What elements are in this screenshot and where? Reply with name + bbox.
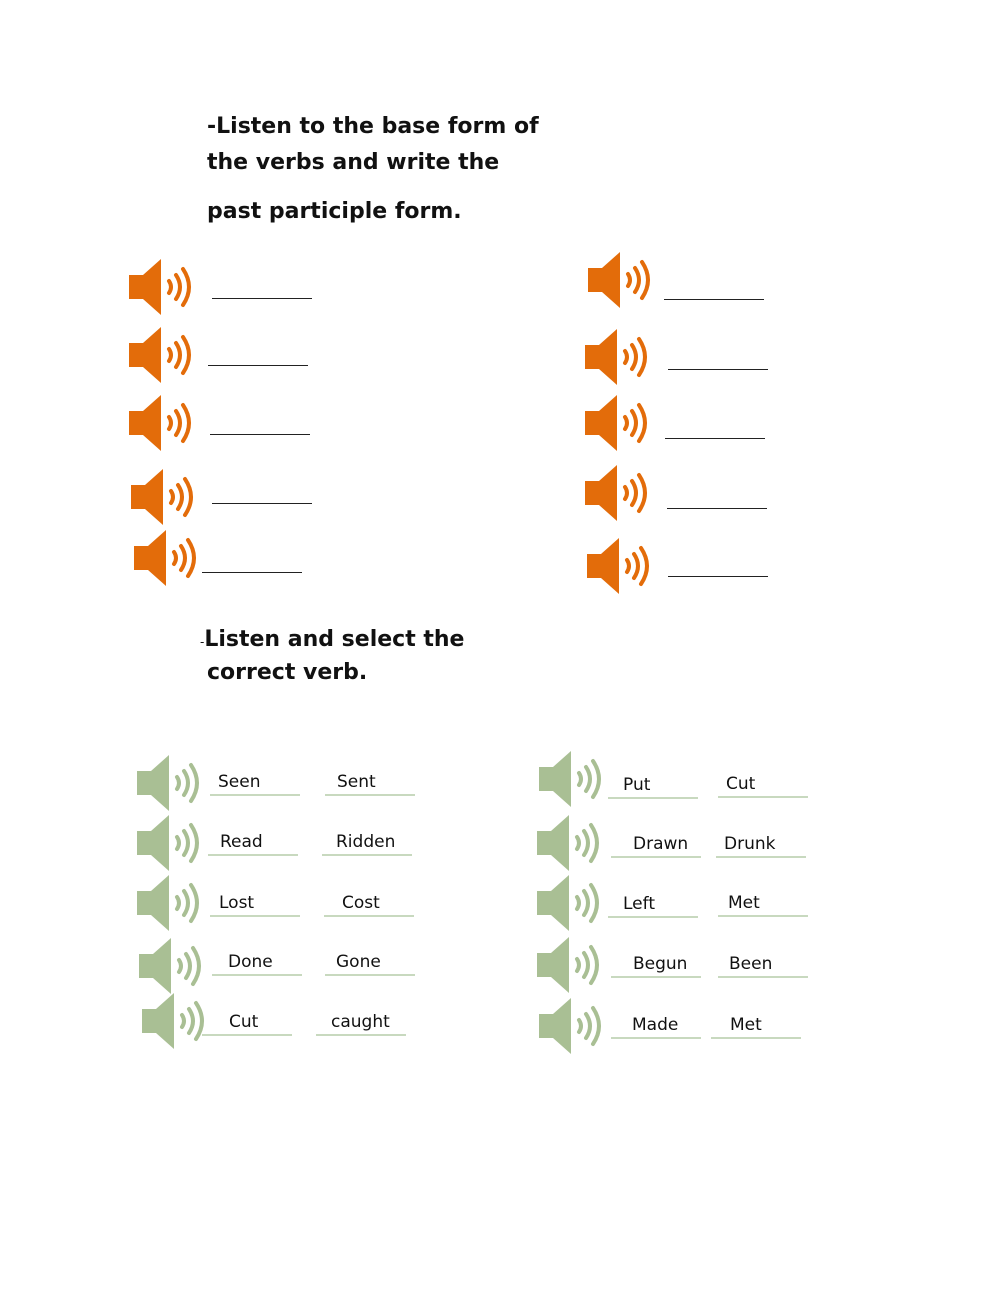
verb-option-label: Begun [633, 954, 688, 974]
speaker-icon[interactable] [135, 812, 205, 874]
instruction-line-2: the verbs and write the [207, 150, 500, 175]
answer-blank-right-5[interactable] [668, 554, 768, 577]
verb-option-left-4-a[interactable] [212, 948, 302, 976]
verb-option-label: Been [729, 954, 773, 974]
speaker-icon[interactable] [586, 249, 656, 311]
verb-option-left-3-a[interactable] [210, 889, 300, 917]
verb-option-left-1-b[interactable] [325, 768, 415, 796]
answer-blank-left-5[interactable] [202, 550, 302, 573]
verb-option-left-5-b[interactable] [316, 1008, 406, 1036]
speaker-icon[interactable] [583, 462, 653, 524]
verb-option-label: Made [632, 1015, 679, 1035]
verb-option-label: Ridden [336, 832, 396, 852]
answer-blank-right-1[interactable] [664, 277, 764, 300]
verb-option-right-2-a[interactable] [611, 830, 701, 858]
verb-option-label: Sent [337, 772, 376, 792]
verb-option-right-4-a[interactable] [611, 950, 701, 978]
speaker-icon[interactable] [135, 752, 205, 814]
verb-option-right-3-a[interactable] [608, 890, 698, 918]
answer-blank-left-4[interactable] [212, 481, 312, 504]
speaker-icon[interactable] [135, 872, 205, 934]
speaker-icon[interactable] [129, 466, 199, 528]
verb-option-right-1-b[interactable] [718, 770, 808, 798]
verb-option-label: Read [220, 832, 263, 852]
verb-option-left-1-a[interactable] [210, 768, 300, 796]
verb-option-label: Lost [219, 893, 255, 913]
verb-option-right-2-b[interactable] [716, 830, 806, 858]
verb-option-right-3-b[interactable] [718, 889, 808, 917]
speaker-icon[interactable] [535, 872, 605, 934]
answer-blank-right-2[interactable] [668, 347, 768, 370]
verb-option-label: Met [728, 893, 760, 913]
speaker-icon[interactable] [583, 392, 653, 454]
instruction-line-3: past participle form. [207, 199, 462, 224]
verb-option-left-4-b[interactable] [325, 948, 415, 976]
speaker-icon[interactable] [132, 527, 202, 589]
verb-option-label: Met [730, 1015, 762, 1035]
verb-option-label: Drawn [633, 834, 689, 854]
speaker-icon[interactable] [583, 326, 653, 388]
speaker-icon[interactable] [537, 748, 607, 810]
answer-blank-left-1[interactable] [212, 276, 312, 299]
speaker-icon[interactable] [127, 324, 197, 386]
verb-option-label: Cut [726, 774, 756, 794]
verb-option-label: Cut [229, 1012, 259, 1032]
speaker-icon[interactable] [127, 256, 197, 318]
verb-option-label: Left [623, 894, 655, 914]
instruction2-text: Listen and select the [204, 627, 465, 652]
speaker-icon[interactable] [140, 990, 210, 1052]
verb-option-right-4-b[interactable] [718, 950, 808, 978]
answer-blank-left-3[interactable] [210, 412, 310, 435]
instruction2-dash: - [200, 635, 205, 649]
instruction2-line-1 [200, 627, 464, 652]
verb-option-right-5-b[interactable] [711, 1011, 801, 1039]
verb-option-label: Seen [218, 772, 261, 792]
answer-blank-right-3[interactable] [665, 416, 765, 439]
verb-option-left-5-a[interactable] [202, 1008, 292, 1036]
speaker-icon[interactable] [137, 935, 207, 997]
instruction2-line-2: correct verb. [207, 660, 368, 685]
verb-option-right-1-a[interactable] [608, 771, 698, 799]
verb-option-label: Gone [336, 952, 381, 972]
verb-option-left-2-a[interactable] [208, 828, 298, 856]
verb-option-label: caught [331, 1012, 390, 1032]
verb-option-label: Done [228, 952, 273, 972]
speaker-icon[interactable] [535, 812, 605, 874]
verb-option-label: Put [623, 775, 651, 795]
speaker-icon[interactable] [127, 392, 197, 454]
answer-blank-right-4[interactable] [667, 486, 767, 509]
speaker-icon[interactable] [585, 535, 655, 597]
speaker-icon[interactable] [537, 995, 607, 1057]
verb-option-label: Cost [342, 893, 380, 913]
verb-option-label: Drunk [724, 834, 776, 854]
instruction-line-1: -Listen to the base form of [207, 114, 539, 139]
speaker-icon[interactable] [535, 934, 605, 996]
answer-blank-left-2[interactable] [208, 343, 308, 366]
verb-option-left-3-b[interactable] [324, 889, 414, 917]
verb-option-right-5-a[interactable] [611, 1011, 701, 1039]
verb-option-left-2-b[interactable] [322, 828, 412, 856]
